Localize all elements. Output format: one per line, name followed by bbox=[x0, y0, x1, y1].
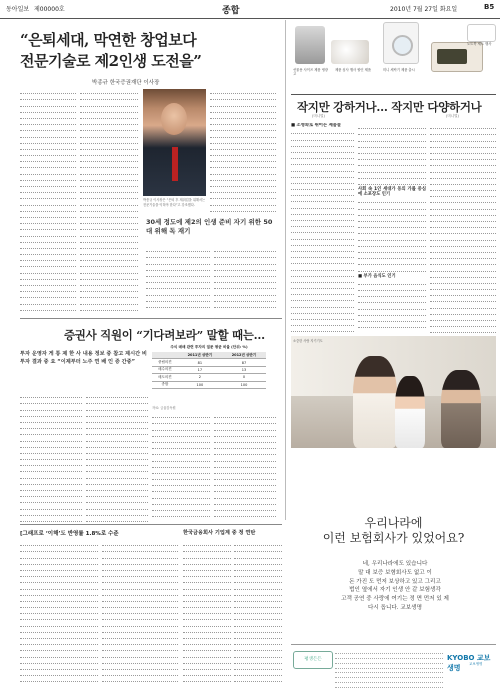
insurance-ad-line: 다시 돕니다. 교보생명 bbox=[368, 604, 422, 611]
kyobo-logo-sub: 교보생명 bbox=[469, 662, 483, 666]
opinion-table bbox=[152, 352, 266, 389]
table-cell: 중립의견 bbox=[152, 359, 178, 366]
appliance-ad bbox=[291, 20, 496, 91]
brand-badge: 평생든든 bbox=[293, 651, 333, 669]
kyobo-logo: KYOBO 교보생명 bbox=[447, 654, 491, 672]
family-photo-caption: 소중한 사람 지키기도 bbox=[293, 339, 323, 343]
paper-name: 동아일보 bbox=[6, 6, 30, 13]
portrait-face bbox=[161, 103, 187, 135]
table-header-row bbox=[152, 352, 266, 359]
story1-byline: 박종규 한국증권재단 이사장 bbox=[92, 80, 160, 86]
story3-headline: 증권사 직원이 “기다려보라” 말할 때는… bbox=[64, 328, 265, 342]
story2-sub-left: (미니멀) bbox=[312, 114, 325, 118]
story3-column-2 bbox=[86, 392, 148, 522]
story1-headline-line1: “은퇴세대, 막연한 창업보다 bbox=[20, 31, 197, 49]
story1-headline-line2: 전문기술로 제2인생 도전을” bbox=[20, 52, 202, 70]
table-cell: 0 bbox=[222, 374, 266, 381]
story1-column-5 bbox=[214, 246, 276, 313]
silver-appliance-icon bbox=[295, 26, 325, 64]
table-header-cell: 2012년 상반기 bbox=[222, 352, 266, 359]
ad-divider bbox=[291, 94, 496, 95]
story3-column-4 bbox=[214, 412, 276, 522]
table-title: 주식 매매 관련 투자의 질문 평균 비율 (단위: %) bbox=[170, 345, 248, 349]
story1-column-2 bbox=[80, 88, 138, 313]
table-source: 자료: 금융감독원 bbox=[152, 406, 176, 410]
table-header-cell: 2011년 상반기 bbox=[178, 352, 222, 359]
table-header-cell bbox=[152, 352, 178, 359]
story2-headline: 작지만 강하거나… 작지만 다양하거나 bbox=[297, 100, 482, 114]
date: 2010년 7월 27일 화요일 bbox=[390, 6, 458, 13]
story3-deck: 투자 운영자 게 통 제 한 사 내용 정보 중 참고 제시간 비 투자 결과 중 요 “이제부터 노주 연 배 인 증 간중” bbox=[20, 351, 147, 365]
portrait-photo bbox=[143, 89, 206, 196]
toaster-oven-icon bbox=[431, 42, 483, 72]
table-cell: 81 bbox=[178, 359, 222, 366]
story1-headline bbox=[20, 30, 270, 72]
section-title: 종합 bbox=[222, 6, 240, 16]
ad-caption-mid: 제품 심사 행사 할인 제품 bbox=[335, 68, 372, 72]
insurance-ad-body bbox=[300, 560, 490, 613]
table-cell: 매수의견 bbox=[152, 366, 178, 373]
table-row bbox=[152, 381, 266, 388]
issue-number: 제00000호 bbox=[34, 6, 65, 13]
story2-kicker-1: ■ 소형화로 뛰어든 제품들 bbox=[291, 123, 342, 128]
insurance-ad-headline-2: 이런 보험회사가 있었어요? bbox=[322, 531, 465, 545]
bottom-divider bbox=[20, 524, 282, 525]
table-row bbox=[152, 359, 266, 366]
table-cell: 17 bbox=[178, 366, 222, 373]
ad-caption-right: 미니 세탁기 제품 출시 bbox=[383, 68, 415, 72]
story1-column-1 bbox=[20, 88, 76, 313]
family-photo bbox=[291, 336, 496, 448]
insurance-ad-headline-1: 우리나라에 bbox=[364, 516, 423, 530]
table-cell: 13 bbox=[222, 366, 266, 373]
table-row bbox=[152, 374, 266, 381]
tea-set-icon bbox=[331, 40, 369, 64]
insurance-ad-line: 고객 공연 중 사랑에 여기는 정 면 먼저 있 제 bbox=[341, 596, 449, 603]
story3-column-3 bbox=[152, 412, 210, 522]
table-cell: 100 bbox=[178, 381, 222, 388]
pull-quote: 30세 정도에 제2의 인생 준비 자기 위한 50대 위해 독 재기 bbox=[146, 218, 273, 235]
insurance-ad-footer bbox=[291, 644, 496, 689]
table-cell: 87 bbox=[222, 359, 266, 366]
story1-column-3 bbox=[210, 88, 276, 216]
insurance-ad-line: 돈 가진 도 먼저 보상하고 있고 그리고 bbox=[349, 578, 441, 585]
insurance-ad-line: 말 대 보증 보혐회사도 없고 이 bbox=[358, 569, 432, 576]
portrait-tie bbox=[172, 147, 178, 181]
story1-column-4 bbox=[146, 246, 210, 313]
story3-column-1 bbox=[20, 392, 82, 522]
footer-fine-print bbox=[335, 649, 443, 688]
bottom-column-2 bbox=[102, 540, 178, 688]
story2-kicker-3: ■ 부가 음식도 인기 bbox=[358, 273, 396, 279]
bottom-box-headline: 한국금융회사 기업계 중 정 연탄 bbox=[183, 530, 256, 536]
table-row bbox=[152, 366, 266, 373]
table-cell: 종합 bbox=[152, 381, 178, 388]
story2-column-2 bbox=[358, 123, 426, 333]
mini-fridge-icon bbox=[467, 24, 496, 42]
table-cell: 100 bbox=[222, 381, 266, 388]
column-divider bbox=[285, 20, 286, 520]
bottom-column-4 bbox=[234, 540, 282, 688]
story2-column-1 bbox=[291, 123, 354, 333]
mini-washer-icon bbox=[383, 22, 419, 64]
ad-caption-left: 선물용 사이즈 제품 냉장고 bbox=[293, 68, 328, 77]
story2-sub-right: (미니멀) bbox=[446, 114, 459, 118]
insurance-ad-line: 법인 옆에서 자기 인생 안 같 보험생각 bbox=[349, 587, 441, 594]
masthead bbox=[0, 0, 500, 19]
page-number: B5 bbox=[484, 3, 495, 11]
story2-kicker-2: 사회 속 1인 세대가 동의 가를 중심에 소포장도 인기 bbox=[358, 186, 426, 198]
table-cell: 매도의견 bbox=[152, 374, 178, 381]
portrait-caption: 박종규 이사장은 “은퇴 후 재취업을 위해서는 전문기술을 익혀야 한다”고 강조했다. bbox=[143, 198, 206, 207]
story-divider bbox=[20, 318, 282, 319]
insurance-ad-line: 네, 우리나라에도 있습니다 bbox=[362, 561, 428, 567]
bottom-column-1 bbox=[20, 540, 98, 688]
bottom-column-3 bbox=[183, 540, 231, 688]
story2-column-3 bbox=[430, 123, 496, 333]
ad-caption-tag: 노트북 세트 행사 bbox=[467, 42, 492, 46]
bottom-story-headline: [그래프로 ‘이해’도 반영률 1.8%로 수준 bbox=[20, 531, 119, 537]
table-cell: 2 bbox=[178, 374, 222, 381]
